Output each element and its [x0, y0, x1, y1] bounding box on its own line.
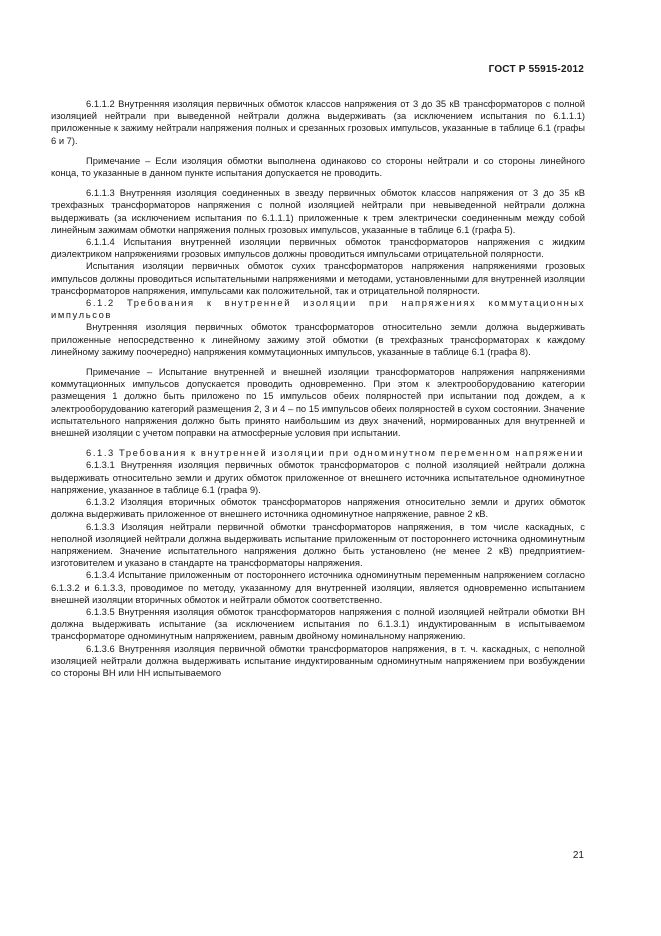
paragraph-6-1-3-3: 6.1.3.3 Изоляция нейтрали первичной обмотки трансформаторов напряжения, в том числе каскадных, с неполной изоляцией нейтрали должна выдерживать испытание приложенным от постороннего источника одноминутным напряжением. Значение испытательного напряжения должно быть установлено (не менее 2 кВ) предприятием-изготовителем и указано в стандарте на трансформаторы напряжения. [51, 520, 585, 569]
paragraph-6-1-2-text: Внутренняя изоляция первичных обмоток трансформаторов относительно земли должна выдерживать приложенные непосредственно к линейному зажиму этой обмотки (в трехфазных трансформаторах к каждому линейному зажиму поочередно) напряжения коммутационных импульсов, указанные в таблице 6.1 (графа 8). [51, 321, 585, 357]
document-body [51, 98, 585, 679]
paragraph-6-1-3-2: 6.1.3.2 Изоляция вторичных обмоток трансформаторов напряжения относительно земли и других обмоток должна выдерживать приложенное от внешнего источника одноминутное напряжение, равное 2 кВ. [51, 496, 585, 520]
paragraph-6-1-3-1: 6.1.3.1 Внутренняя изоляция первичных обмоток трансформаторов с полной изоляцией нейтрали должна выдерживать относительно земли и других обмоток приложенное от внешнего источника испытательное одноминутное напряжение, указанное в таблице 6.1 (графа 9). [51, 459, 585, 495]
paragraph-6-1-3-6: 6.1.3.6 Внутренняя изоляция первичной обмотки трансформаторов напряжения, в т. ч. каскадных, с неполной изоляцией нейтрали должна выдерживать испытание индуктированным одноминутным напряжением при возбуждении со стороны ВН или НН испытываемого [51, 642, 585, 678]
paragraph-dry-transformers: Испытания изоляции первичных обмоток сухих трансформаторов напряжения напряжениями грозовых импульсов должны проводиться испытательными напряжениями и методами, установленными для внутренней изоляции трансформаторов напряжения, импульсами как положительной, так и отрицательной полярности. [51, 260, 585, 296]
note-paragraph: Примечание – Испытание внутренней и внешней изоляции трансформаторов напряжения напряжениями коммутационных импульсов допускается проводить одновременно. При этом к электрооборудованию категории размещения 1 должно быть приложено по 15 импульсов обеих полярностей при испытании под дождем, а к электрооборудованию категорий размещения 2, 3 и 4 – по 15 импульсов обеих полярностей в сухом состоянии. Значение испытательного напряжения должно быть принято наибольшим из двух значений, нормированных для внутренней и внешней изоляции с учетом поправки на атмосферные условия при испытании. [51, 366, 585, 439]
paragraph-6-1-1-4: 6.1.1.4 Испытания внутренней изоляции первичных обмоток трансформаторов напряжения с жидким диэлектриком напряжениями грозовых импульсов должны проводиться импульсами отрицательной полярности. [51, 236, 585, 260]
section-heading-6-1-3: 6.1.3 Требования к внутренней изоляции при одноминутном переменном напряжении [86, 447, 585, 459]
note-paragraph: Примечание – Если изоляция обмотки выполнена одинаково со стороны нейтрали и со стороны линейного конца, то указанные в данном пункте испытания допускается не проводить. [51, 154, 585, 179]
paragraph-6-1-1-2: 6.1.1.2 Внутренняя изоляция первичных обмоток классов напряжения от 3 до 35 кВ трансформаторов с полной изоляцией нейтрали при выведенной нейтрали должна выдерживать (за исключением испытания по 6.1.1.1) приложенные к зажиму нейтрали напряжения полных и срезанных грозовых импульсов, указанные в таблице 6.1 (графы 6 и 7). [51, 98, 585, 146]
page-number: 21 [572, 850, 584, 861]
document-header: ГОСТ Р 55915-2012 [488, 64, 584, 75]
paragraph-6-1-1-3: 6.1.1.3 Внутренняя изоляция соединенных в звезду первичных обмоток классов напряжения от 3 до 35 кВ трехфазных трансформаторов напряжения с полной изоляцией нейтрали при невыведенной нейтрали должна выдерживать (за исключением испытания по 6.1.1.1) приложенные к трем электрически соединенным между собой линейным зажимам обмотки напряжения полных грозовых импульсов, указанные в таблице 6.1 (графа 5). [51, 187, 585, 235]
section-heading-6-1-2: 6.1.2 Требования к внутренней изоляции при напряжениях коммутационных импульсов [51, 297, 585, 321]
paragraph-6-1-3-4: 6.1.3.4 Испытание приложенным от постороннего источника одноминутным переменным напряжением согласно 6.1.3.2 и 6.1.3.3, проводимое по методу, указанному для внутренней изоляции, является одновременно испытанием внешней изоляции вторичных обмоток и нейтрали обмоток соответственно. [51, 569, 585, 605]
paragraph-6-1-3-5: 6.1.3.5 Внутренняя изоляция обмоток трансформаторов напряжения с полной изоляцией нейтрали обмотки ВН должна выдерживать испытание (за исключением испытания по 6.1.3.1) индуктированным в испытываемом трансформаторе одноминутным напряжением, равным двойному номинальному напряжению. [51, 605, 585, 642]
